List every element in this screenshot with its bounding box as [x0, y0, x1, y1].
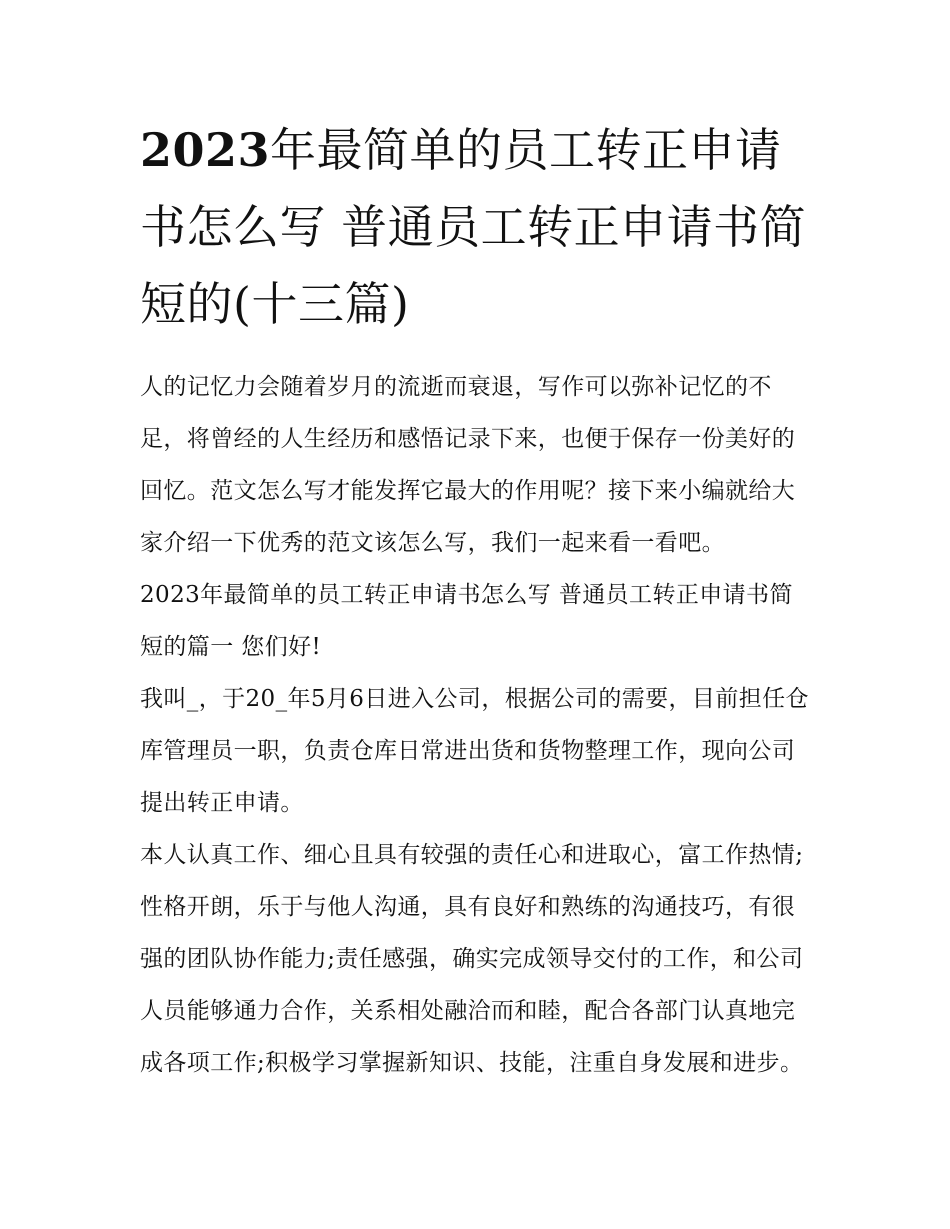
document-body	[140, 361, 815, 1089]
introduction-paragraph: 我叫_，于20_年5月6日进入公司，根据公司的需要，目前担任仓库管理员一职，负责仓库日常进出货和货物整理工作，现向公司提出转正申请。	[140, 686, 809, 816]
self-evaluation-paragraph: 本人认真工作、细心且具有较强的责任心和进取心，富工作热情;性格开朗，乐于与他人沟通，具有良好和熟练的沟通技巧，有很强的团队协作能力;责任感强，确实完成领导交付的工作，和公司人员能够通力合作，关系相处融洽而和睦，配合各部门认真地完成各项工作;积极学习掌握新知识、技能，注重自身发展和进步。	[140, 842, 804, 1076]
title-year: 2023	[140, 123, 271, 177]
document-page	[140, 112, 815, 1089]
title-text: 年最简单的员工转正申请书怎么写 普通员工转正申请书简短的(十三篇)	[140, 123, 807, 331]
intro-paragraph: 人的记忆力会随着岁月的流逝而衰退，写作可以弥补记忆的不足，将曾经的人生经历和感悟记录下来，也便于保存一份美好的回忆。范文怎么写才能发挥它最大的作用呢？接下来小编就给大家介绍一下优秀的范文该怎么写，我们一起来看一看吧。	[140, 374, 796, 556]
section-heading-paragraph: 2023年最简单的员工转正申请书怎么写 普通员工转正申请书简短的篇一 您们好!	[140, 582, 793, 660]
document-title	[140, 112, 815, 343]
